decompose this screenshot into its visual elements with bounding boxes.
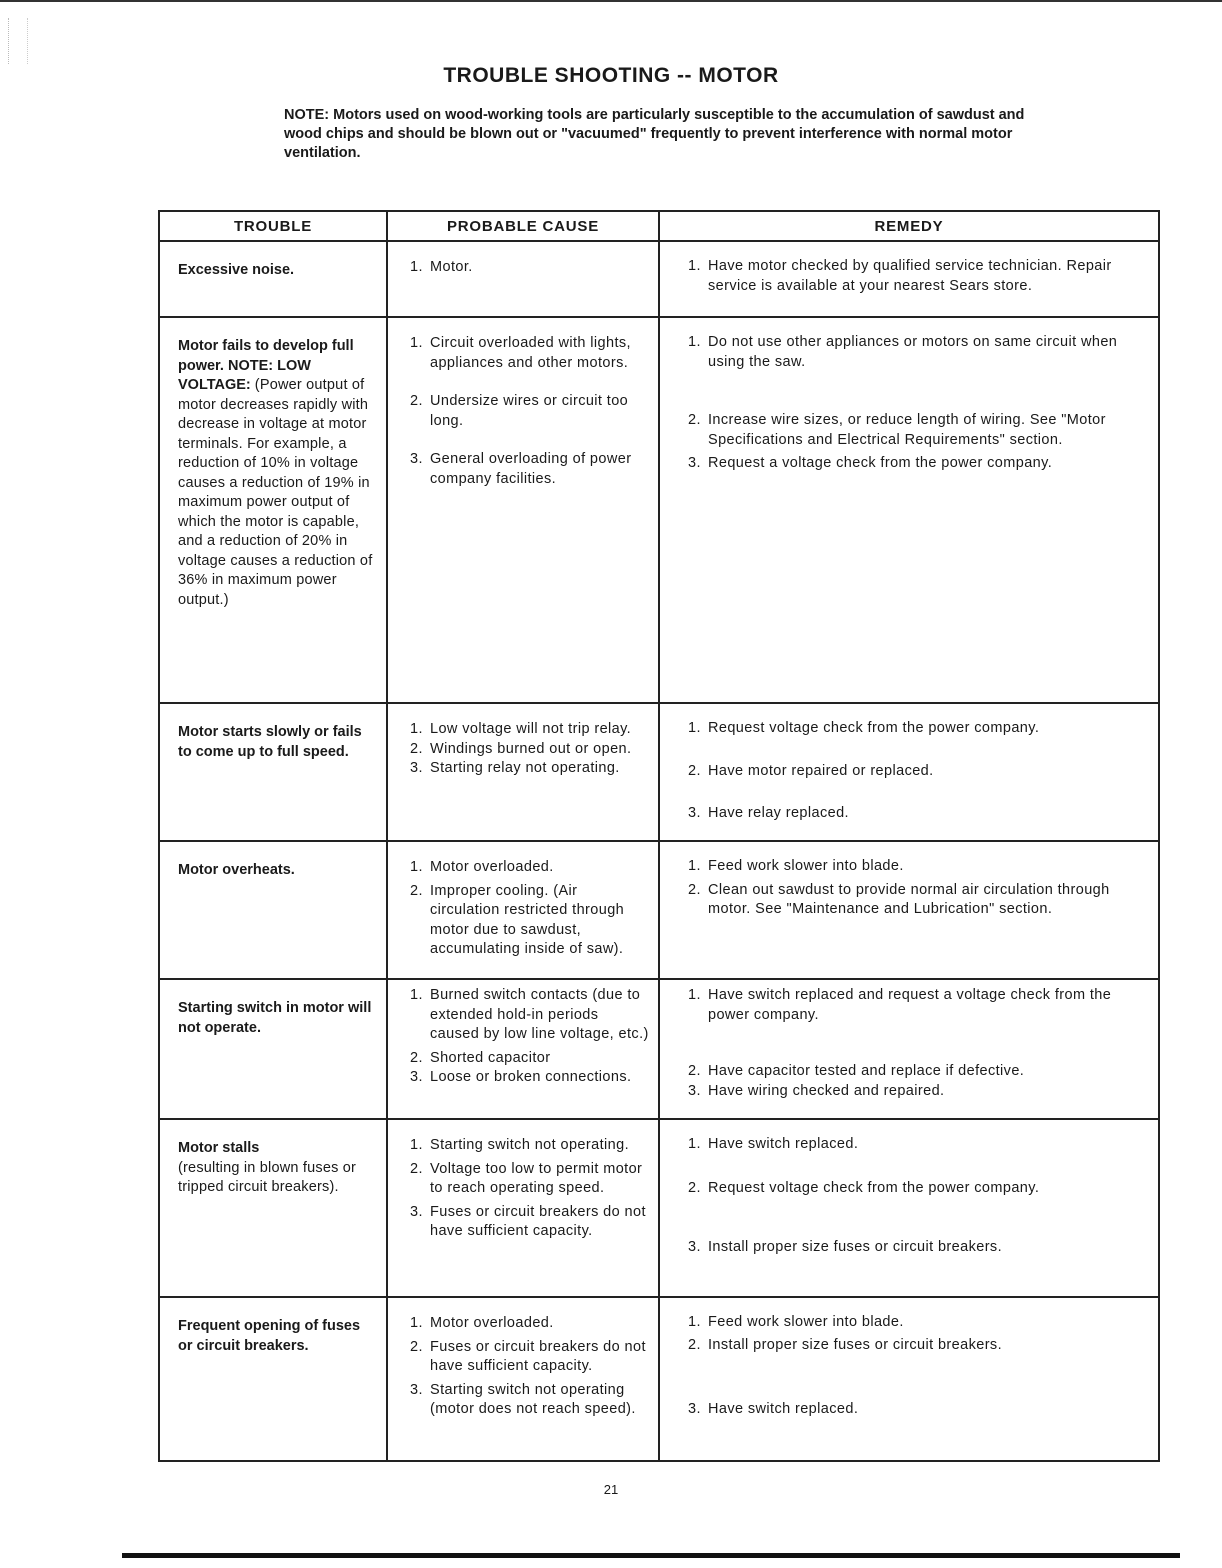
item-number: 1.: [688, 987, 701, 1003]
ventilation-note: NOTE: Motors used on wood-working tools are particularly susceptible to the accumulation of sawdust and wood chips and should be blown out or "vacuumed" frequently to prevent interference with normal motor ventilation.: [284, 107, 1025, 161]
item-number: 3.: [688, 805, 701, 821]
list-item: [410, 1160, 650, 1199]
list-item: [410, 740, 650, 760]
item-text: Clean out sawdust to provide normal air circulation through motor. See "Maintenance and Lubrication" section.: [708, 881, 1110, 917]
item-text: Improper cooling. (Air circulation restricted through motor due to sawdust, accumulating inside of saw).: [430, 882, 625, 957]
cause-cell: [387, 703, 659, 841]
cause-cell: [387, 241, 659, 317]
item-text: Request a voltage check from the power company.: [708, 455, 1053, 471]
item-text: Have motor checked by qualified service technician. Repair service is available at your nearest Sears store.: [708, 258, 1112, 294]
item-text: Low voltage will not trip relay.: [430, 721, 632, 737]
trouble-cell: [159, 979, 387, 1119]
list-item: [688, 454, 1148, 474]
table-row: [159, 841, 1159, 979]
item-number: 3.: [410, 1203, 423, 1220]
list-item: [688, 257, 1148, 296]
cause-cell: [387, 841, 659, 979]
remedy-cell: [659, 317, 1159, 703]
list-item: [688, 804, 1148, 824]
item-number: 2.: [410, 1049, 423, 1066]
item-text: Have motor repaired or replaced.: [708, 762, 934, 779]
item-number: 2.: [410, 1338, 423, 1355]
cause-cell: [387, 1119, 659, 1297]
list-item: [410, 392, 650, 431]
table-row: [159, 1297, 1159, 1461]
list-item: [410, 450, 650, 489]
item-number: 3.: [410, 1069, 423, 1085]
list-item: [688, 1062, 1148, 1082]
trouble-cell: [159, 1119, 387, 1297]
trouble-cell: [159, 241, 387, 317]
remedy-cell: [659, 703, 1159, 841]
item-text: Install proper size fuses or circuit breakers.: [708, 1336, 1003, 1353]
trouble-text: Motor fails to develop full power.: [178, 338, 354, 374]
item-number: 1.: [688, 720, 701, 736]
item-text: Undersize wires or circuit too long.: [430, 393, 629, 429]
item-number: 3.: [688, 1401, 701, 1417]
list-item: [410, 1136, 650, 1156]
item-text: Request voltage check from the power company.: [708, 1179, 1040, 1196]
item-number: 1.: [688, 858, 701, 874]
list-item: [410, 1049, 650, 1069]
item-number: 3.: [410, 1381, 423, 1398]
item-text: Feed work slower into blade.: [708, 1314, 904, 1330]
item-number: 2.: [688, 1179, 701, 1196]
item-text: Loose or broken connections.: [430, 1069, 632, 1085]
page-number: 21: [603, 1482, 619, 1497]
list-item: [688, 719, 1148, 739]
trouble-cell: [159, 1297, 387, 1461]
table-header-row: [159, 211, 1159, 241]
list-item: [410, 882, 650, 960]
trouble-note-text: (Power output of motor decreases rapidly with decrease in voltage at motor terminals. For example, a reduction of 10% in voltage causes a reduction of 19% in maximum power output of which the motor is capable, and a reduction of 20% in voltage causes a reduction of 36% in maximum power output.): [178, 377, 373, 608]
list-item: [688, 986, 1148, 1025]
item-text: Have wiring checked and repaired.: [708, 1082, 945, 1099]
scan-edge-mark: [8, 18, 28, 64]
item-text: Have relay replaced.: [708, 805, 849, 821]
list-item: [688, 1400, 1148, 1420]
list-item: [688, 857, 1148, 877]
list-item: [410, 1381, 650, 1420]
item-text: Circuit overloaded with lights, appliances and other motors.: [430, 335, 631, 371]
header-probable-cause: PROBABLE CAUSE: [387, 211, 659, 241]
item-text: Have switch replaced.: [708, 1136, 859, 1152]
table-row: [159, 979, 1159, 1119]
header-trouble: TROUBLE: [159, 211, 387, 241]
bottom-rule: [122, 1553, 1180, 1558]
item-text: Feed work slower into blade.: [708, 858, 904, 874]
trouble-cell: [159, 841, 387, 979]
item-number: 2.: [410, 882, 423, 899]
item-number: 2.: [410, 393, 423, 409]
trouble-cell: [159, 317, 387, 703]
item-number: 1.: [688, 1314, 701, 1330]
item-number: 1.: [410, 721, 423, 737]
item-number: 2.: [688, 881, 701, 898]
item-number: 2.: [688, 1063, 701, 1079]
item-text: Do not use other appliances or motors on same circuit when using the saw.: [708, 334, 1118, 370]
item-text: Starting relay not operating.: [430, 760, 620, 776]
trouble-text: Motor overheats.: [178, 862, 295, 878]
item-text: General overloading of power company facilities.: [430, 451, 632, 487]
header-remedy: REMEDY: [659, 211, 1159, 241]
item-text: Have switch replaced.: [708, 1401, 859, 1417]
item-number: 3.: [688, 455, 701, 471]
list-item: [410, 1203, 650, 1242]
item-number: 3.: [410, 451, 423, 467]
list-item: [688, 333, 1148, 372]
remedy-cell: [659, 841, 1159, 979]
item-text: Request voltage check from the power company.: [708, 720, 1040, 736]
list-item: [688, 1336, 1148, 1356]
cause-cell: [387, 317, 659, 703]
item-number: 1.: [688, 258, 701, 274]
list-item: [410, 720, 650, 740]
trouble-text: Motor stalls: [178, 1140, 260, 1156]
item-number: 1.: [688, 1136, 701, 1152]
list-item: [410, 759, 650, 779]
item-number: 2.: [688, 1336, 701, 1353]
item-text: Fuses or circuit breakers do not have sufficient capacity.: [430, 1203, 646, 1239]
list-item: [688, 881, 1148, 920]
item-text: Increase wire sizes, or reduce length of wiring. See "Motor Specifications and Electrical Requirements" section.: [708, 412, 1106, 448]
item-number: 1.: [410, 859, 423, 875]
list-item: [410, 986, 650, 1045]
item-number: 1.: [410, 987, 423, 1003]
item-number: 2.: [410, 740, 423, 757]
trouble-text: Motor starts slowly or fails to come up to full speed.: [178, 724, 362, 760]
item-number: 1.: [410, 335, 423, 351]
list-item: [688, 1238, 1148, 1258]
list-item: [410, 1068, 650, 1088]
remedy-cell: [659, 1119, 1159, 1297]
item-number: 2.: [688, 762, 701, 779]
item-text: Voltage too low to permit motor to reach operating speed.: [430, 1160, 643, 1196]
item-number: 2.: [688, 412, 701, 428]
trouble-text: Frequent opening of fuses or circuit breakers.: [178, 1318, 361, 1354]
table-row: [159, 703, 1159, 841]
top-rule: [0, 0, 1222, 2]
item-number: 3.: [688, 1082, 701, 1099]
item-text: Motor.: [430, 259, 473, 275]
item-text: Shorted capacitor: [430, 1049, 551, 1066]
page-title: TROUBLE SHOOTING -- MOTOR: [443, 64, 779, 87]
item-number: 3.: [410, 760, 423, 776]
item-text: Starting switch not operating (motor does not reach speed).: [430, 1381, 636, 1417]
list-item: [688, 411, 1148, 450]
item-number: 1.: [410, 1137, 423, 1153]
item-text: Burned switch contacts (due to extended hold-in periods caused by low line voltage, etc.): [430, 987, 649, 1042]
table-row: [159, 1119, 1159, 1297]
cause-cell: [387, 1297, 659, 1461]
list-item: [688, 1313, 1148, 1333]
item-text: Starting switch not operating.: [430, 1137, 629, 1153]
trouble-cell: [159, 703, 387, 841]
item-number: 3.: [688, 1239, 701, 1255]
item-number: 2.: [410, 1160, 423, 1177]
list-item: [688, 1179, 1148, 1199]
list-item: [410, 1314, 650, 1334]
trouble-text: Starting switch in motor will not operate.: [178, 1000, 372, 1036]
item-text: Have switch replaced and request a voltage check from the power company.: [708, 987, 1112, 1023]
list-item: [410, 334, 650, 373]
item-text: Fuses or circuit breakers do not have sufficient capacity.: [430, 1338, 646, 1374]
cause-cell: [387, 979, 659, 1119]
item-number: 1.: [410, 1315, 423, 1331]
remedy-cell: [659, 241, 1159, 317]
list-item: [410, 858, 650, 878]
remedy-cell: [659, 979, 1159, 1119]
item-text: Windings burned out or open.: [430, 740, 632, 757]
list-item: [410, 258, 650, 278]
item-number: 1.: [688, 334, 701, 350]
item-text: Install proper size fuses or circuit breakers.: [708, 1239, 1003, 1255]
trouble-note-label: NOTE: LOW VOLTAGE:: [178, 357, 311, 393]
item-number: 1.: [410, 259, 423, 275]
table-row: [159, 317, 1159, 703]
list-item: [688, 1082, 1148, 1102]
list-item: [688, 762, 1148, 782]
trouble-detail-text: (resulting in blown fuses or tripped circuit breakers).: [178, 1159, 357, 1195]
remedy-cell: [659, 1297, 1159, 1461]
item-text: Have capacitor tested and replace if defective.: [708, 1063, 1025, 1079]
list-item: [688, 1135, 1148, 1155]
item-text: Motor overloaded.: [430, 859, 554, 875]
item-text: Motor overloaded.: [430, 1315, 554, 1331]
trouble-text: Excessive noise.: [178, 262, 295, 278]
list-item: [410, 1338, 650, 1377]
table-row: [159, 241, 1159, 317]
trouble-shooting-table: [158, 210, 1160, 1462]
